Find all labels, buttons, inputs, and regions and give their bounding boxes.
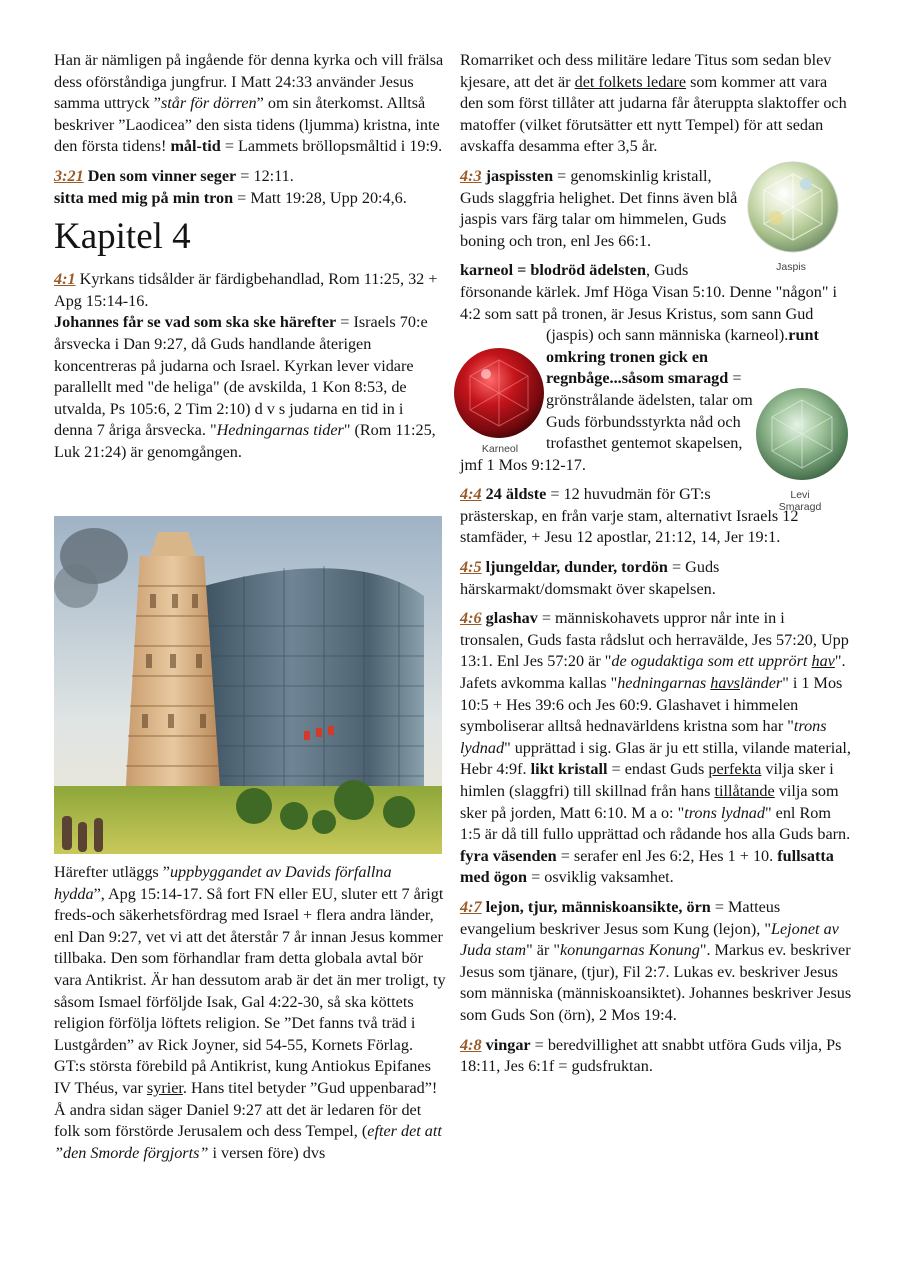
verse-4-5: 4:5 ljungeldar, dunder, tordön = Guds härskarmakt/domsmakt över skapelsen. xyxy=(460,558,720,598)
verse-4-1: 4:1 Kyrkans tidsålder är färdigbehandlad, Rom 11:25, 32 + Apg 15:14-16. xyxy=(54,270,438,310)
left-column-top xyxy=(54,50,446,464)
karneol-gem-icon xyxy=(452,346,546,440)
verse-ref: 4:7 xyxy=(460,897,482,916)
paragraph-karneol: karneol = blodröd ädelsten, Guds försonande kärlek. Jmf Höga Visan 5:10. Denne "någon" i 4:2 som satt på tronen, är Jesus Kristus, som sann Gud (jaspis) och sann människa (karneol). runt omkring tronen gick en regnbåge...såsom smaragd = grönstrålande ädelsten, talar om Guds förbundsstyrkta nåd och trofasthet gentemot skapelsen, jmf 1 Mos 9:12-17. xyxy=(460,260,852,476)
jaspis-label: Jaspis xyxy=(776,261,806,273)
verse-ref: 4:3 xyxy=(460,166,482,185)
left-column-bottom xyxy=(54,862,446,1164)
verse-ref: 4:8 xyxy=(460,1035,482,1054)
verse-4-3: 4:3 jaspissten = genomskinlig kristall, Guds slaggfria helighet. Det finns även blå jaspis vars färg talar om himmelen, Guds boning och tron, enl Jes 66:1. xyxy=(460,166,738,250)
chapter-heading: Kapitel 4 xyxy=(54,216,191,258)
jaspis-gem-icon xyxy=(746,160,840,254)
verse-ref: 4:4 xyxy=(460,485,482,504)
tower-of-babel-and-parliament-collage-icon xyxy=(54,516,442,854)
karneol-label: Karneol xyxy=(481,443,519,455)
verse-ref: 4:5 xyxy=(460,558,482,577)
karneol-gem xyxy=(452,346,546,445)
paragraph-andra-sidan: Å andra sidan säger Daniel 9:27 att det är ledaren för det folk som förstörde Jerusalem och dess Tempel, (efter det att ”den Smorde förgjorts” i versen före) dvs xyxy=(54,1100,442,1162)
verse-4-6: 4:6 glashav = människohavets uppror når inte in i tronsalen, Guds fasta rådslut och herravälde, Jes 57:20, Upp 13:1. Enl Jes 57:20 är "de ogudaktiga som ett upprört hav". Jafets avkomma kallas "hedningarnas havsländer" i 1 Mos 10:5 + Hes 39:6 och Jes 60:9. Glashavet i himmelen symboliserar alltså hednavärldens kristna som har "trons lydnad" upprättad i sig. Glas är ju ett stilla, vilande material, Hebr 4:9f. likt kristall = endast Guds perfekta vilja sker i himlen (slaggfri) till skillnad från hans tillåtande vilja som sker på jorden, Matt 6:10. M a o: "trons lydnad" enl Rom 1:5 är då till fullo upprättad och rådande hos alla Guds barn. fyra väsenden = serafer enl Jes 6:2, Hes 1 + 10. fullsatta med ögon = osviklig vaksamhet. xyxy=(460,609,851,887)
verse-4-4: 4:4 24 äldste = 12 huvudmän för GT:s prästerskap, en från varje stam, alternativt Israels 12 stamfäder, + Jesu 12 apostlar, 21:12, 14, Jer 19:1. xyxy=(460,485,799,547)
verse-3-21: 3:21 Den som vinner seger = 12:11. sitta med mig på min tron = Matt 19:28, Upp 20:4,6. xyxy=(54,166,407,207)
paragraph-intro: Han är nämligen på ingående för denna kyrka och vill frälsa dess oförståndiga jungfrur. I Matt 24:33 använder Jesus samma uttryck ”står för dörren” om sin återkomst. Alltså beskriver ”Laodicea” den sista tidens (ljumma) kristna, inte den första tidens! mål-tid = Lammets bröllopsmåltid i 19:9. xyxy=(54,51,444,156)
smaragd-gem-icon xyxy=(754,386,850,482)
jaspis-gem xyxy=(746,160,840,259)
verse-ref: 4:6 xyxy=(460,609,482,628)
smaragd-gem xyxy=(754,386,850,487)
smaragd-label: Levi Smaragd xyxy=(778,489,822,513)
babel-parliament-image xyxy=(54,516,442,854)
verse-ref: 4:1 xyxy=(54,270,76,289)
verse-ref: 3:21 xyxy=(54,166,84,185)
paragraph-romarriket: Romarriket och dess militäre ledare Titus som sedan blev kjesare, att det är det folkets ledare som kommer att vara den som först tillåter att judarna får återuppta slaktoffer och matoffer (vilket förutsätter ett nytt Tempel) för att sedan avskaffa desamma efter 3,5 år. xyxy=(460,51,847,156)
verse-4-7: 4:7 lejon, tjur, människoansikte, örn = Matteus evangelium beskriver Jesus som Kung (lejon), "Lejonet av Juda stam" är "konungarnas Konung". Markus ev. beskriver Jesus som tjänare, (tjur), Fil 2:7. Lukas ev. beskriver Jesus som människa (människoansiktet). Johannes beskriver Jesus som Guds Son (örn), 2 Mos 19:4. xyxy=(460,897,852,1024)
paragraph-harefter: Härefter utläggs ”uppbyggandet av Davids förfallna hydda”, Apg 15:14-17. Så fort FN eller EU, sluter ett 7 årigt freds-och säkerhetsfördrag med Israel + flera andra länder, enl Dan 9:27, vet vi att det återstår 7 år innan Jesus kommer tillbaka. Den som förhandlar fram detta globala avtal bör vara Antikrist. Är han dessutom arab är det än mer troligt, ty såsom Ismael förföljde Isak, Gal 4:22-30, så ska köttets religion förfölja löftets religion. Se ”Det fanns två träd i Lustgården” av Rick Joyner, sid 54-55, Kornets Förlag. GT:s största förebild på Antikrist, kung Antiokus Epifanes IV Théus, var syrier. Hans titel betyder ”Gud uppenbarad”! xyxy=(54,863,446,1097)
verse-4-8: 4:8 vingar = beredvillighet att snabbt utföra Guds vilja, Ps 18:11, Jes 6:1f = gudsfruktan. xyxy=(460,1035,842,1076)
paragraph-johannes: Johannes får se vad som ska ske härefter = Israels 70:e årsvecka i Dan 9:27, då Guds handlande återigen koncentreras på judarna och Israel. Kyrkan lever vidare parallellt med "de heliga" (de avskilda, 1 Kon 8:53, de utvalda, Ps 105:6, 2 Tim 2:10) d v s judarna en tid in i denna 7 åriga årsvecka. "Hedningarnas tider" (Rom 11:25, Luk 21:24) är genomgången. xyxy=(54,313,436,461)
